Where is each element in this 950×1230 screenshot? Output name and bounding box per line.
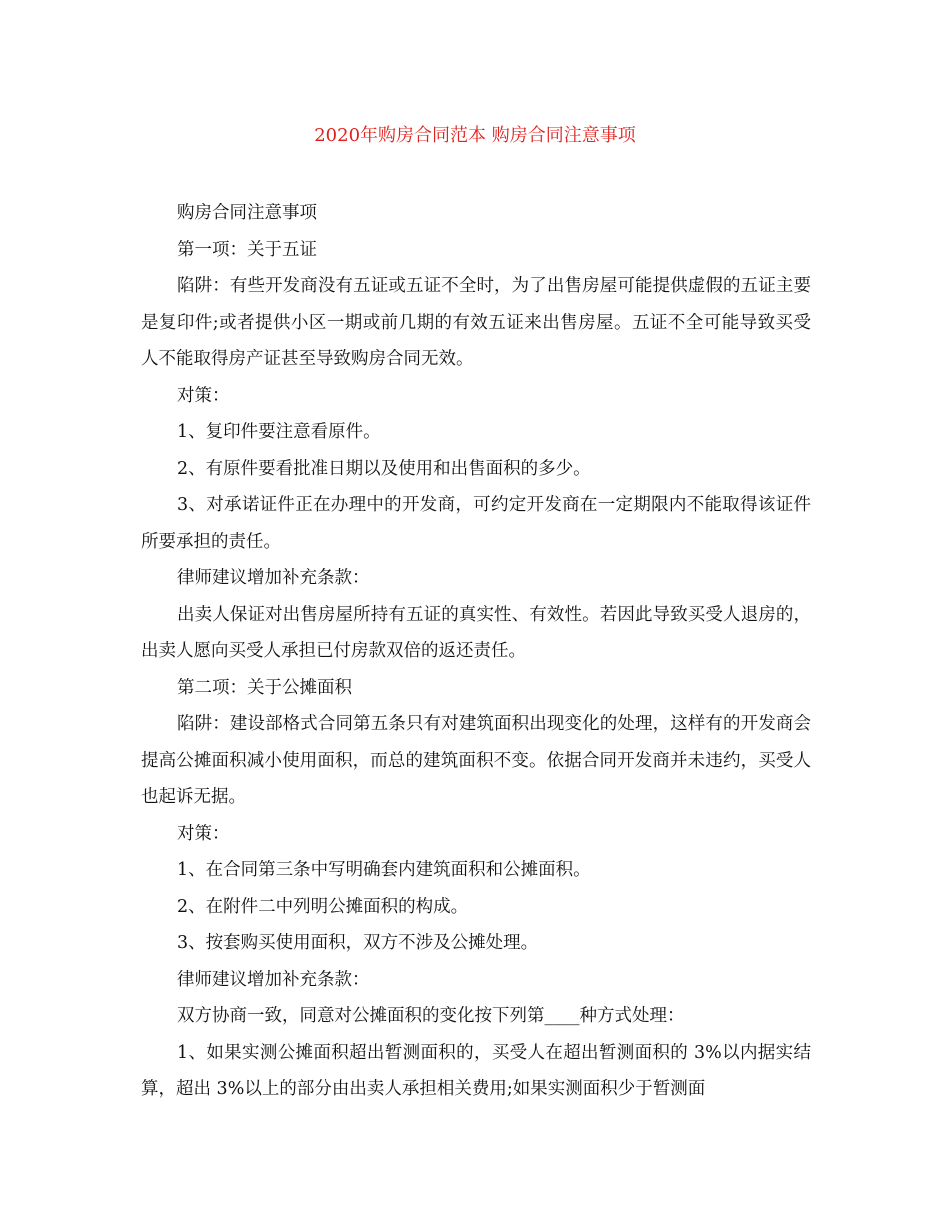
lawyer-advice-label: 律师建议增加补充条款： xyxy=(177,568,370,588)
item-heading: 第一项：关于五证 xyxy=(177,239,317,260)
supplementary-clause: 双方协商一致，同意对公摊面积的变化按下列第____种方式处理： xyxy=(177,1006,685,1026)
countermeasure-item: 3、按套购买使用面积，双方不涉及公摊处理。 xyxy=(177,933,539,953)
supplementary-clause-item: 1、如果实测公摊面积超出暂测面积的，买受人在超出暂测面积的 3%以内据实结算，超出 3%以上的部分由出卖人承担相关费用;如果实测面积少于暂测面 xyxy=(141,1042,811,1099)
item-heading: 第二项：关于公摊面积 xyxy=(177,677,352,698)
countermeasure-item: 1、复印件要注意看原件。 xyxy=(177,422,381,442)
countermeasure-item: 2、在附件二中列明公摊面积的构成。 xyxy=(177,896,469,917)
countermeasure-item: 2、有原件要看批准日期以及使用和出售面积的多少。 xyxy=(177,458,591,479)
countermeasure-label: 对策： xyxy=(177,385,230,406)
document-title: 2020年购房合同范本 购房合同注意事项 xyxy=(314,125,636,146)
trap-paragraph: 陷阱：建设部格式合同第五条只有对建筑面积出现变化的处理，这样有的开发商会提高公摊面积减小使用面积，而总的建筑面积不变。依据合同开发商并未违约，买受人也起诉无据。 xyxy=(141,714,811,807)
section-heading: 购房合同注意事项 xyxy=(177,203,317,223)
document-body xyxy=(141,195,811,1108)
countermeasure-item: 3、对承诺证件正在办理中的开发商，可约定开发商在一定期限内不能取得该证件所要承担的责任。 xyxy=(141,495,811,552)
supplementary-clause: 出卖人保证对出售房屋所持有五证的真实性、有效性。若因此导致买受人退房的，出卖人愿向买受人承担已付房款双倍的返还责任。 xyxy=(141,604,811,661)
lawyer-advice-label: 律师建议增加补充条款： xyxy=(177,969,370,990)
countermeasure-item: 1、在合同第三条中写明确套内建筑面积和公摊面积。 xyxy=(177,860,591,880)
countermeasure-label: 对策： xyxy=(177,823,230,844)
trap-paragraph: 陷阱：有些开发商没有五证或五证不全时，为了出售房屋可能提供虚假的五证主要是复印件;或者提供小区一期或前几期的有效五证来出售房屋。五证不全可能导致买受人不能取得房产证甚至导致购房合同无效。 xyxy=(141,276,811,369)
